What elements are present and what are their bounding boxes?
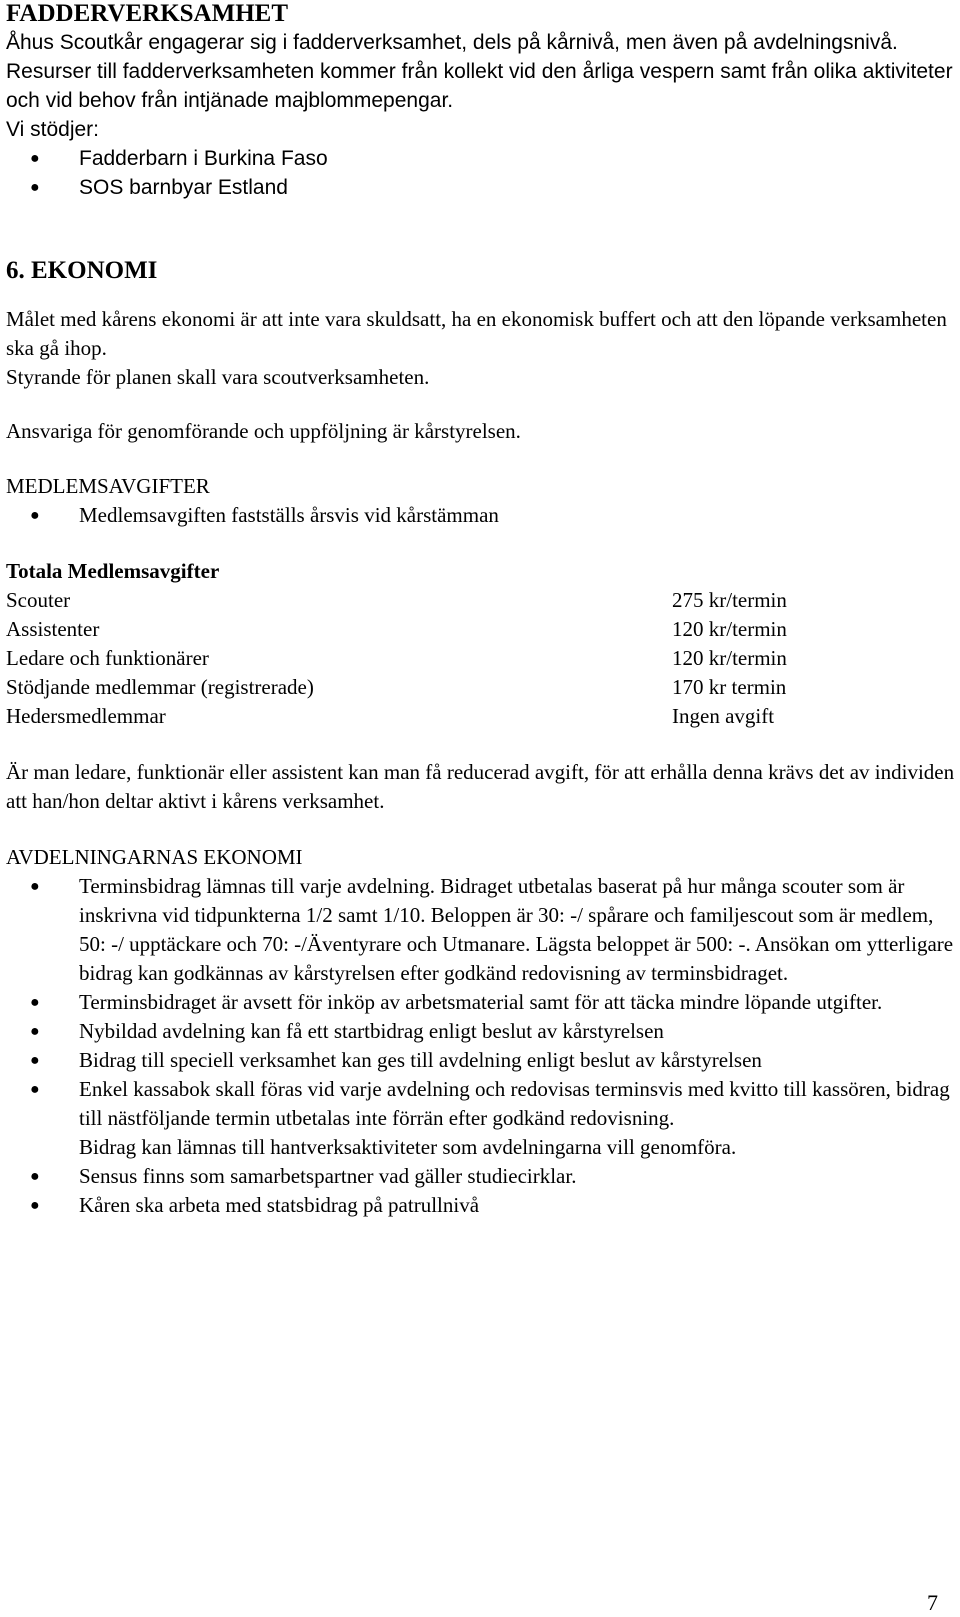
fadder-line-2: Resurser till fadderverksamheten kommer från kollekt vid den årliga vespern samt från olika aktiviteter och vid behov från intjänade majblommepengar.: [6, 60, 953, 112]
ekonomi-para-3: Ansvariga för genomförande och uppföljning är kårstyrelsen.: [6, 419, 521, 443]
list-item: ● Kåren ska arbeta med statsbidrag på patrullnivå: [6, 1191, 956, 1220]
bullet-icon: ●: [30, 994, 40, 1011]
table-row: Assistenter 120 kr/termin: [6, 617, 787, 641]
bullet-icon: ●: [30, 179, 40, 196]
bullet-icon: ●: [30, 1168, 40, 1185]
medlem-heading: MEDLEMSAVGIFTER: [6, 474, 210, 498]
bullet-icon: ●: [30, 878, 40, 895]
fee-note: Är man ledare, funktionär eller assistent kan man få reducerad avgift, för att erhålla denna krävs det av individen att han/hon deltar aktivt i kårens verksamhet.: [6, 760, 955, 813]
avd-heading: AVDELNINGARNAS EKONOMI: [6, 845, 303, 869]
medlem-list: [6, 501, 956, 530]
list-item: ● Bidrag till speciell verksamhet kan ges till avdelning enligt beslut av kårstyrelsen: [6, 1046, 956, 1075]
ekonomi-para-1: Målet med kårens ekonomi är att inte vara skuldsatt, ha en ekonomisk buffert och att den löpande verksamheten ska gå ihop.: [6, 307, 947, 360]
bullet-icon: ●: [30, 1081, 40, 1098]
page-number: 7: [927, 1590, 938, 1615]
list-item: ● Fadderbarn i Burkina Faso: [6, 144, 956, 173]
fee-table-title: Totala Medlemsavgifter: [6, 559, 220, 583]
document-page: [6, 0, 956, 1220]
avd-list: [6, 872, 956, 1220]
table-row: Stödjande medlemmar (registrerade) 170 kr termin: [6, 675, 787, 699]
fadder-line-1: Åhus Scoutkår engagerar sig i fadderverksamhet, dels på kårnivå, men även på avdelningsnivå.: [6, 31, 898, 54]
table-row: Hedersmedlemmar Ingen avgift: [6, 704, 775, 728]
list-item: ● Terminsbidrag lämnas till varje avdelning. Bidraget utbetalas baserat på hur många scouter som är inskrivna vid tidpunkterna 1/2 samt 1/10. Beloppen är 30: -/ spårare och familjescout som är medlem, 50: -/ upptäckare och 70: -/Äventyrare och Utmanare. Lägsta beloppet är 500: -. Ansökan om ytterligare bidrag kan godkännas av kårstyrelsen efter godkänd redovisning av terminsbidraget.: [30, 874, 954, 985]
bullet-icon: ●: [30, 507, 40, 524]
fadder-list: [6, 144, 956, 202]
list-item: ● Enkel kassabok skall föras vid varje avdelning och redovisas terminsvis med kvitto till kassören, bidrag till nästföljande termin utbetalas inte förrän efter godkänd redovisning. Bidrag kan lämnas till hantverksaktiviteter som avdelningarna vill genomföra.: [30, 1077, 950, 1159]
list-item: ● SOS barnbyar Estland: [6, 173, 956, 202]
list-item: ● Sensus finns som samarbetspartner vad gäller studiecirklar.: [6, 1162, 956, 1191]
bullet-icon: ●: [30, 1052, 40, 1069]
list-item: ● Medlemsavgiften fastställs årsvis vid kårstämman: [6, 501, 956, 530]
fadder-heading: FADDERVERKSAMHET: [6, 0, 289, 27]
bullet-icon: ●: [30, 1023, 40, 1040]
avd-extra-line: Bidrag kan lämnas till hantverksaktiviteter som avdelningarna vill genomföra.: [79, 1135, 737, 1159]
bullet-icon: ●: [30, 1197, 40, 1214]
fadder-section: [6, 28, 956, 202]
ekonomi-para-2: Styrande för planen skall vara scoutverksamheten.: [6, 365, 430, 389]
table-row: Ledare och funktionärer 120 kr/termin: [6, 646, 787, 670]
fadder-line-3: Vi stödjer:: [6, 118, 99, 141]
ekonomi-heading: 6. EKONOMI: [6, 257, 158, 284]
list-item: ● Nybildad avdelning kan få ett startbidrag enligt beslut av kårstyrelsen: [6, 1017, 956, 1046]
list-item: ● Terminsbidraget är avsett för inköp av arbetsmaterial samt för att täcka mindre löpande utgifter.: [6, 988, 956, 1017]
table-row: Scouter 275 kr/termin: [6, 588, 787, 612]
bullet-icon: ●: [30, 150, 40, 167]
fee-table: [6, 586, 956, 731]
